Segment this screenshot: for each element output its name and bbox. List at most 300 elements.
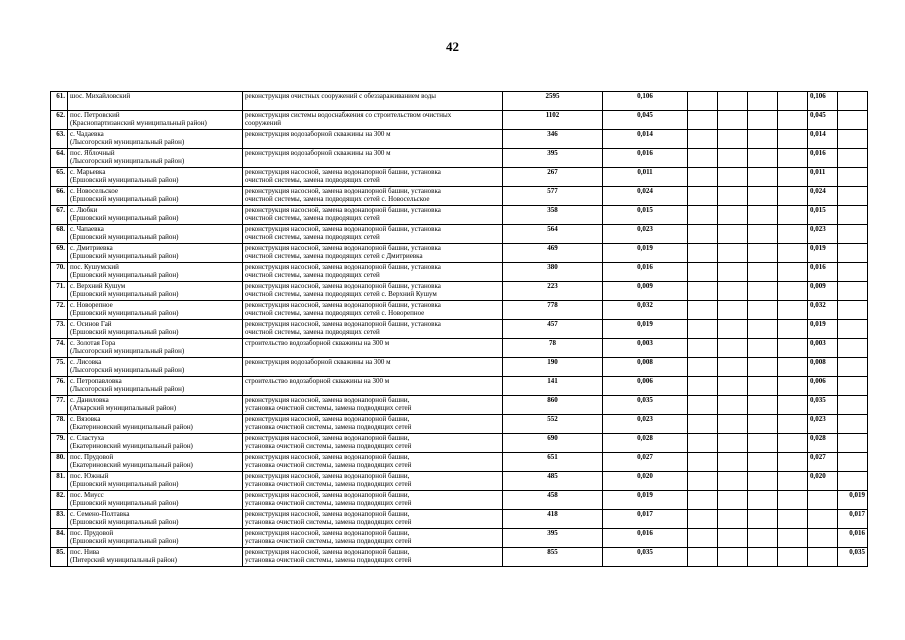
row-number: 72. xyxy=(51,301,68,320)
work-description-line: установка очистной системы, замена подводящих сетей xyxy=(245,423,412,431)
table-row xyxy=(51,491,868,510)
row-number: 83. xyxy=(51,510,68,529)
work-description-cell xyxy=(243,168,503,187)
row-number: 74. xyxy=(51,339,68,358)
empty-cell xyxy=(778,168,808,187)
table-body xyxy=(51,92,868,567)
empty-cell xyxy=(748,377,778,396)
empty-cell xyxy=(718,168,748,187)
work-description-line: очистной системы, замена подводящих сетей с. Верхний Кушум xyxy=(245,290,437,298)
work-description-line: реконструкция водозаборной скважины на 300 м xyxy=(245,358,391,366)
total-alt-cell: 0,016 xyxy=(838,529,868,548)
empty-cell xyxy=(718,282,748,301)
population-cell: 380 xyxy=(503,263,603,282)
settlement-name: пос. Петровский xyxy=(70,111,120,119)
empty-cell xyxy=(718,548,748,567)
total-cell xyxy=(808,491,838,510)
settlement-cell xyxy=(68,510,243,529)
row-number: 67. xyxy=(51,206,68,225)
work-description-line: реконструкция насосной, замена водонапорной башни, xyxy=(245,529,410,537)
volume-cell: 0,011 xyxy=(603,168,688,187)
table-row xyxy=(51,396,868,415)
work-description-cell xyxy=(243,225,503,244)
work-description-cell xyxy=(243,301,503,320)
settlement-name: пос. Кушумский xyxy=(70,263,119,271)
empty-cell xyxy=(688,358,718,377)
settlement-cell xyxy=(68,491,243,510)
work-description-line: строительство водозаборной скважины на 300 м xyxy=(245,377,390,385)
empty-cell xyxy=(778,282,808,301)
volume-cell: 0,008 xyxy=(603,358,688,377)
settlement-name: с. Чапаевка xyxy=(70,225,104,233)
empty-cell xyxy=(778,225,808,244)
volume-cell: 0,009 xyxy=(603,282,688,301)
row-number: 66. xyxy=(51,187,68,206)
settlement-cell xyxy=(68,415,243,434)
work-description-line: реконструкция очистных сооружений с обеззараживанием воды xyxy=(245,92,436,100)
district-name: (Екатериновский муниципальный район) xyxy=(70,442,193,450)
empty-cell xyxy=(688,396,718,415)
row-number: 73. xyxy=(51,320,68,339)
empty-cell xyxy=(688,320,718,339)
settlement-cell xyxy=(68,434,243,453)
total-cell: 0,015 xyxy=(808,206,838,225)
work-description-line: реконструкция насосной, замена водонапорной башни, xyxy=(245,491,410,499)
total-cell: 0,016 xyxy=(808,149,838,168)
work-description-line: реконструкция системы водоснабжения со строительством очистных xyxy=(245,111,452,119)
volume-cell: 0,023 xyxy=(603,415,688,434)
work-description-cell xyxy=(243,491,503,510)
total-alt-cell: 0,019 xyxy=(838,491,868,510)
work-description-line: очистной системы, замена подводящих сетей xyxy=(245,233,380,241)
empty-cell xyxy=(778,320,808,339)
total-alt-cell xyxy=(838,263,868,282)
total-cell xyxy=(808,529,838,548)
district-name: (Ершовский муниципальный район) xyxy=(70,252,179,260)
total-cell: 0,009 xyxy=(808,282,838,301)
empty-cell xyxy=(748,130,778,149)
empty-cell xyxy=(778,92,808,111)
empty-cell xyxy=(718,415,748,434)
population-cell: 855 xyxy=(503,548,603,567)
work-description-line: установка очистной системы, замена подводящих сетей xyxy=(245,404,412,412)
work-description-line: реконструкция насосной, замена водонапорной башни, xyxy=(245,510,410,518)
empty-cell xyxy=(748,244,778,263)
settlement-name: пос. Прудовой xyxy=(70,453,114,461)
settlement-cell xyxy=(68,187,243,206)
volume-cell: 0,027 xyxy=(603,453,688,472)
settlement-name: с. Новосельское xyxy=(70,187,118,195)
district-name: (Лысогорский муниципальный район) xyxy=(70,347,185,355)
empty-cell xyxy=(748,111,778,130)
row-number: 78. xyxy=(51,415,68,434)
row-number: 63. xyxy=(51,130,68,149)
settlement-cell xyxy=(68,358,243,377)
row-number: 71. xyxy=(51,282,68,301)
empty-cell xyxy=(688,282,718,301)
settlement-cell xyxy=(68,225,243,244)
empty-cell xyxy=(748,510,778,529)
row-number: 79. xyxy=(51,434,68,453)
empty-cell xyxy=(748,206,778,225)
row-number: 69. xyxy=(51,244,68,263)
total-cell: 0,011 xyxy=(808,168,838,187)
empty-cell xyxy=(748,225,778,244)
empty-cell xyxy=(688,529,718,548)
empty-cell xyxy=(718,396,748,415)
row-number: 81. xyxy=(51,472,68,491)
table-row xyxy=(51,111,868,130)
total-alt-cell xyxy=(838,320,868,339)
settlement-cell xyxy=(68,263,243,282)
work-description-cell xyxy=(243,263,503,282)
empty-cell xyxy=(778,187,808,206)
table-row xyxy=(51,301,868,320)
table-row xyxy=(51,149,868,168)
table-row xyxy=(51,168,868,187)
empty-cell xyxy=(718,263,748,282)
work-description-line: установка очистной системы, замена подводящих сетей xyxy=(245,461,412,469)
empty-cell xyxy=(778,377,808,396)
population-cell: 778 xyxy=(503,301,603,320)
empty-cell xyxy=(778,130,808,149)
work-description-line: реконструкция насосной, замена водонапорной башни, установка xyxy=(245,206,441,214)
district-name: (Краснопартизанский муниципальный район) xyxy=(70,119,207,127)
district-name: (Лысогорский муниципальный район) xyxy=(70,138,185,146)
settlement-name: с. Сластуха xyxy=(70,434,104,442)
empty-cell xyxy=(718,244,748,263)
empty-cell xyxy=(748,472,778,491)
population-cell: 358 xyxy=(503,206,603,225)
population-cell: 485 xyxy=(503,472,603,491)
district-name: (Ершовский муниципальный район) xyxy=(70,176,179,184)
work-description-line: реконструкция насосной, замена водонапорной башни, xyxy=(245,548,410,556)
total-cell: 0,019 xyxy=(808,244,838,263)
total-cell: 0,006 xyxy=(808,377,838,396)
row-number: 84. xyxy=(51,529,68,548)
row-number: 76. xyxy=(51,377,68,396)
district-name: (Лысогорский муниципальный район) xyxy=(70,385,185,393)
settlement-name: с. Семено-Полтавка xyxy=(70,510,130,518)
settlement-name: с. Чадаевка xyxy=(70,130,104,138)
work-description-line: очистной системы, замена подводящих сетей с. Новорепное xyxy=(245,309,425,317)
total-cell: 0,019 xyxy=(808,320,838,339)
settlement-cell xyxy=(68,149,243,168)
table-row xyxy=(51,244,868,263)
empty-cell xyxy=(688,548,718,567)
empty-cell xyxy=(778,339,808,358)
work-description-line: очистной системы, замена подводящих сетей xyxy=(245,328,380,336)
empty-cell xyxy=(688,187,718,206)
settlement-name: пос. Нива xyxy=(70,548,100,556)
population-cell: 418 xyxy=(503,510,603,529)
empty-cell xyxy=(778,491,808,510)
work-description-line: очистной системы, замена подводящих сетей xyxy=(245,214,380,222)
settlement-cell xyxy=(68,472,243,491)
work-description-line: реконструкция насосной, замена водонапорной башни, установка xyxy=(245,263,441,271)
work-description-cell xyxy=(243,510,503,529)
empty-cell xyxy=(718,491,748,510)
settlement-name: с. Петропавловка xyxy=(70,377,122,385)
row-number: 75. xyxy=(51,358,68,377)
table-row xyxy=(51,453,868,472)
population-cell: 458 xyxy=(503,491,603,510)
settlement-name: пос. Южный xyxy=(70,472,109,480)
empty-cell xyxy=(748,358,778,377)
work-description-line: очистной системы, замена подводящих сетей xyxy=(245,176,380,184)
empty-cell xyxy=(778,472,808,491)
empty-cell xyxy=(688,92,718,111)
empty-cell xyxy=(718,434,748,453)
empty-cell xyxy=(718,529,748,548)
empty-cell xyxy=(718,358,748,377)
work-description-line: реконструкция насосной, замена водонапорной башни, xyxy=(245,453,410,461)
settlement-cell xyxy=(68,111,243,130)
empty-cell xyxy=(778,263,808,282)
row-number: 68. xyxy=(51,225,68,244)
table-row xyxy=(51,263,868,282)
work-description-cell xyxy=(243,472,503,491)
page-number: 42 xyxy=(446,39,459,54)
settlement-cell xyxy=(68,244,243,263)
settlement-cell xyxy=(68,282,243,301)
settlement-cell xyxy=(68,339,243,358)
volume-cell: 0,016 xyxy=(603,263,688,282)
settlement-cell xyxy=(68,320,243,339)
work-description-line: реконструкция насосной, замена водонапорной башни, xyxy=(245,472,410,480)
settlement-name: с. Вязовка xyxy=(70,415,101,423)
table-row xyxy=(51,434,868,453)
work-description-line: реконструкция насосной, замена водонапорной башни, xyxy=(245,434,410,442)
empty-cell xyxy=(778,396,808,415)
empty-cell xyxy=(688,149,718,168)
district-name: (Ершовский муниципальный район) xyxy=(70,195,179,203)
work-description-line: реконструкция насосной, замена водонапорной башни, установка xyxy=(245,301,441,309)
population-cell: 346 xyxy=(503,130,603,149)
work-description-line: реконструкция насосной, замена водонапорной башни, установка xyxy=(245,225,441,233)
total-cell: 0,023 xyxy=(808,415,838,434)
empty-cell xyxy=(718,301,748,320)
table-row xyxy=(51,92,868,111)
total-alt-cell xyxy=(838,453,868,472)
empty-cell xyxy=(778,358,808,377)
work-description-line: установка очистной системы, замена подводящих сетей xyxy=(245,518,412,526)
empty-cell xyxy=(688,130,718,149)
district-name: (Ершовский муниципальный район) xyxy=(70,328,179,336)
row-number: 70. xyxy=(51,263,68,282)
row-number: 85. xyxy=(51,548,68,567)
population-cell: 78 xyxy=(503,339,603,358)
row-number: 61. xyxy=(51,92,68,111)
total-alt-cell xyxy=(838,225,868,244)
settlement-name: с. Дмитриевка xyxy=(70,244,113,252)
table-row xyxy=(51,225,868,244)
settlement-cell xyxy=(68,453,243,472)
district-name: (Ершовский муниципальный район) xyxy=(70,480,179,488)
settlement-cell xyxy=(68,529,243,548)
total-cell: 0,008 xyxy=(808,358,838,377)
empty-cell xyxy=(748,434,778,453)
empty-cell xyxy=(748,453,778,472)
volume-cell: 0,045 xyxy=(603,111,688,130)
empty-cell xyxy=(718,111,748,130)
population-cell: 860 xyxy=(503,396,603,415)
work-description-cell xyxy=(243,282,503,301)
empty-cell xyxy=(718,206,748,225)
table-row xyxy=(51,130,868,149)
settlement-cell xyxy=(68,206,243,225)
total-alt-cell xyxy=(838,92,868,111)
table-row xyxy=(51,187,868,206)
empty-cell xyxy=(718,510,748,529)
total-alt-cell: 0,035 xyxy=(838,548,868,567)
settlement-name: с. Марьевка xyxy=(70,168,106,176)
table-row xyxy=(51,320,868,339)
district-name: (Екатериновский муниципальный район) xyxy=(70,423,193,431)
total-cell: 0,020 xyxy=(808,472,838,491)
work-description-cell xyxy=(243,339,503,358)
settlement-cell xyxy=(68,301,243,320)
table-row xyxy=(51,415,868,434)
empty-cell xyxy=(778,415,808,434)
empty-cell xyxy=(688,434,718,453)
settlement-name: с. Лиcовка xyxy=(70,358,102,366)
row-number: 77. xyxy=(51,396,68,415)
district-name: (Ершовский муниципальный район) xyxy=(70,233,179,241)
work-description-line: реконструкция насосной, замена водонапорной башни, xyxy=(245,396,410,404)
work-description-cell xyxy=(243,453,503,472)
total-cell xyxy=(808,510,838,529)
district-name: (Ершовский муниципальный район) xyxy=(70,214,179,222)
settlement-cell xyxy=(68,377,243,396)
total-alt-cell xyxy=(838,339,868,358)
empty-cell xyxy=(748,320,778,339)
population-cell: 577 xyxy=(503,187,603,206)
empty-cell xyxy=(688,453,718,472)
volume-cell: 0,024 xyxy=(603,187,688,206)
work-description-line: очистной системы, замена подводящих сетей с Дмитриевка xyxy=(245,252,423,260)
total-cell: 0,016 xyxy=(808,263,838,282)
total-alt-cell xyxy=(838,301,868,320)
district-name: (Ершовский муниципальный район) xyxy=(70,271,179,279)
total-alt-cell xyxy=(838,434,868,453)
empty-cell xyxy=(718,339,748,358)
work-description-line: реконструкция насосной, замена водонапорной башни, xyxy=(245,415,410,423)
empty-cell xyxy=(778,453,808,472)
empty-cell xyxy=(748,301,778,320)
total-alt-cell xyxy=(838,149,868,168)
work-description-cell xyxy=(243,396,503,415)
volume-cell: 0,028 xyxy=(603,434,688,453)
total-alt-cell xyxy=(838,244,868,263)
work-description-cell xyxy=(243,434,503,453)
investment-table xyxy=(50,91,868,567)
empty-cell xyxy=(748,187,778,206)
population-cell: 267 xyxy=(503,168,603,187)
empty-cell xyxy=(748,92,778,111)
empty-cell xyxy=(688,206,718,225)
empty-cell xyxy=(718,187,748,206)
population-cell: 141 xyxy=(503,377,603,396)
table-row xyxy=(51,472,868,491)
empty-cell xyxy=(778,548,808,567)
work-description-cell xyxy=(243,244,503,263)
work-description-line: установка очистной системы, замена подводящих сетей xyxy=(245,499,412,507)
settlement-cell xyxy=(68,130,243,149)
volume-cell: 0,016 xyxy=(603,529,688,548)
work-description-line: строительство водозаборной скважины на 300 м xyxy=(245,339,390,347)
total-cell: 0,106 xyxy=(808,92,838,111)
total-alt-cell xyxy=(838,168,868,187)
settlement-name: с. Верхний Кушум xyxy=(70,282,126,290)
district-name: (Ершовский муниципальный район) xyxy=(70,499,179,507)
population-cell: 469 xyxy=(503,244,603,263)
empty-cell xyxy=(718,377,748,396)
table-row xyxy=(51,339,868,358)
total-cell: 0,035 xyxy=(808,396,838,415)
total-cell: 0,023 xyxy=(808,225,838,244)
volume-cell: 0,035 xyxy=(603,548,688,567)
settlement-cell xyxy=(68,396,243,415)
empty-cell xyxy=(748,396,778,415)
work-description-cell xyxy=(243,130,503,149)
total-cell: 0,014 xyxy=(808,130,838,149)
empty-cell xyxy=(718,149,748,168)
empty-cell xyxy=(688,225,718,244)
empty-cell xyxy=(688,244,718,263)
work-description-line: очистной системы, замена подводящих сетей с. Новосельское xyxy=(245,195,430,203)
volume-cell: 0,006 xyxy=(603,377,688,396)
empty-cell xyxy=(778,111,808,130)
volume-cell: 0,014 xyxy=(603,130,688,149)
population-cell: 690 xyxy=(503,434,603,453)
settlement-cell xyxy=(68,168,243,187)
empty-cell xyxy=(688,301,718,320)
district-name: (Аткарский муниципальный район) xyxy=(70,404,177,412)
row-number: 82. xyxy=(51,491,68,510)
table-row xyxy=(51,510,868,529)
total-cell: 0,045 xyxy=(808,111,838,130)
work-description-line: реконструкция водозаборной скважины на 300 м xyxy=(245,149,391,157)
empty-cell xyxy=(718,453,748,472)
volume-cell: 0,003 xyxy=(603,339,688,358)
total-alt-cell xyxy=(838,130,868,149)
table-row xyxy=(51,282,868,301)
empty-cell xyxy=(688,168,718,187)
settlement-name: с. Золотая Гора xyxy=(70,339,116,347)
work-description-line: установка очистной системы, замена подводящих сетей xyxy=(245,442,412,450)
work-description-cell xyxy=(243,529,503,548)
empty-cell xyxy=(718,320,748,339)
empty-cell xyxy=(688,510,718,529)
empty-cell xyxy=(778,149,808,168)
district-name: (Ершовский муниципальный район) xyxy=(70,518,179,526)
population-cell: 190 xyxy=(503,358,603,377)
district-name: (Лысогорский муниципальный район) xyxy=(70,366,185,374)
work-description-cell xyxy=(243,111,503,130)
work-description-cell xyxy=(243,377,503,396)
volume-cell: 0,106 xyxy=(603,92,688,111)
settlement-name: пос. Яблочный xyxy=(70,149,115,157)
settlement-cell xyxy=(68,92,243,111)
district-name: (Ершовский муниципальный район) xyxy=(70,309,179,317)
work-description-line: реконструкция водозаборной скважины на 300 м xyxy=(245,130,391,138)
row-number: 62. xyxy=(51,111,68,130)
district-name: (Лысогорский муниципальный район) xyxy=(70,157,185,165)
work-description-line: установка очистной системы, замена подводящих сетей xyxy=(245,537,412,545)
district-name: (Ершовский муниципальный район) xyxy=(70,537,179,545)
total-cell: 0,024 xyxy=(808,187,838,206)
